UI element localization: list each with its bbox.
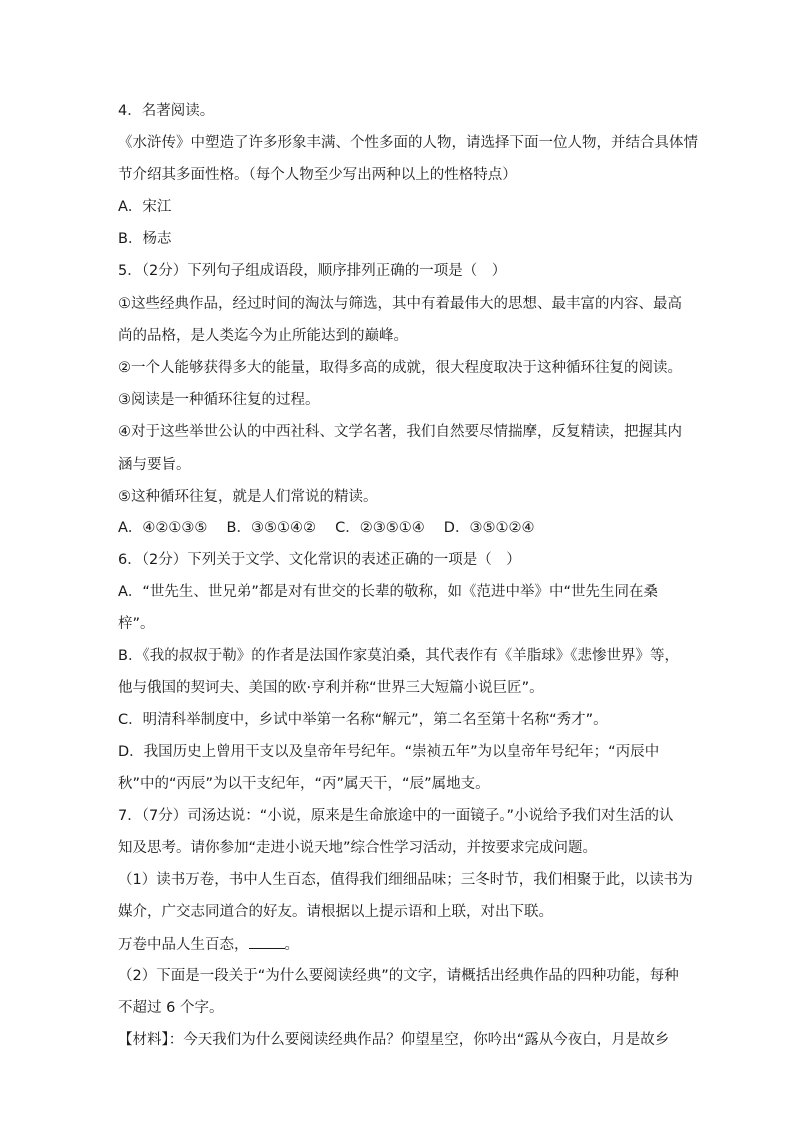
line-text: 4．名著阅读。 [118,103,215,119]
text-line [118,133,698,153]
text-line [118,678,688,698]
text-line [118,229,688,249]
line-text-after: 。 [284,937,299,953]
text-line [118,998,688,1018]
text-line [118,455,688,475]
line-text: 梓”。 [118,616,155,632]
line-text: ③阅读是一种循环往复的过程。 [118,392,320,408]
text-line [118,101,688,121]
line-text: 万卷中品人生百态， [118,937,249,953]
text-line [118,870,693,890]
line-text: 知及思考。请你参加“走进小说天地”综合性学习活动，并按要求完成问题。 [118,840,598,856]
text-line [118,646,688,666]
line-text: C．明清科举制度中，乡试中举第一名称“解元”，第二名至第十名称“秀才”。 [118,712,608,728]
text-line [118,390,688,410]
line-text: 媒介，广交志同道合的好友。请根据以上提示语和上联，对出下联。 [118,904,553,920]
line-text: 尚的品格，是人类迄今为止所能达到的巅峰。 [118,328,408,344]
line-text: 不超过 6 个字。 [118,1000,224,1016]
text-line [118,422,688,442]
text-line [118,261,688,281]
line-text: B．杨志 [118,231,172,247]
text-line [118,774,688,794]
line-text: 【材料】：今天我们为什么要阅读经典作品？仰望星空，你吟出“露从今夜白，月是故乡 [118,1032,670,1048]
text-line [118,838,688,858]
answer-blank[interactable] [249,934,285,949]
text-line [118,165,688,185]
text-line [118,326,688,346]
line-text: 涵与要旨。 [118,457,191,473]
line-text: （2）下面是一段关于“为什么要阅读经典”的文字，请概括出经典作品的四种功能，每种 [118,968,679,984]
text-line [118,582,688,602]
line-text: 秋”中的“丙辰”为以干支纪年，“丙”属天干，“辰”属地支。 [118,776,490,792]
line-text: ②一个人能够获得多大的能量，取得多高的成就，很大程度取决于这种循环往复的阅读。 [118,360,682,376]
line-text: 他与俄国的契诃夫、美国的欧·亨利并称“世界三大短篇小说巨匠”。 [118,680,544,696]
line-text: 5．（2分）下列句子组成语段，顺序排列正确的一项是（ ） [118,263,507,279]
line-text: 《水浒传》中塑造了许多形象丰满、个性多面的人物，请选择下面一位人物，并结合具体情 [118,135,698,151]
text-line [118,902,688,922]
line-text: D．我国历史上曾用干支以及皇帝年号纪年。“崇祯五年”为以皇帝年号纪年；“丙辰中 [118,744,660,760]
text-line [118,806,688,826]
line-text: 节介绍其多面性格。（每个人物至少写出两种以上的性格特点） [118,167,517,183]
text-line [118,294,688,314]
line-text: 6．（2分）下列关于文学、文化常识的表述正确的一项是（ ） [118,552,521,568]
text-line [118,934,688,955]
line-text: 7．（7分）司汤达说：“小说，原来是生命旅途中的一面镜子。”小说给予我们对生活的认 [118,808,674,824]
line-text: ⑤这种循环往复，就是人们常说的精读。 [118,489,378,505]
text-line [118,358,688,378]
line-text: ④对于这些举世公认的中西社科、文学名著，我们自然要尽情揣摩，反复精读，把握其内 [118,424,682,440]
line-text: A．④②①③⑤ B．③⑤①④② C．②③⑤①④ D．③⑤①②④ [118,520,535,536]
line-text: ①这些经典作品，经过时间的淘汰与筛选，其中有着最伟大的思想、最丰富的内容、最高 [118,296,682,312]
line-text: A．宋江 [118,199,172,215]
line-text: （1）读书万卷，书中人生百态，值得我们细细品味；三冬时节，我们相聚于此，以读书为 [118,872,693,888]
line-text: A．“世先生、世兄弟”都是对有世交的长辈的敬称，如《范进中举》中“世先生同在桑 [118,584,658,600]
text-line [118,614,688,634]
text-line [118,487,688,507]
text-line [118,710,688,730]
text-line [118,966,688,986]
text-line [118,1030,688,1050]
text-line [118,197,688,217]
text-line [118,742,688,762]
text-line [118,518,688,538]
line-text: B．《我的叔叔于勒》的作者是法国作家莫泊桑，其代表作有《羊脂球》《悲惨世界》等， [118,648,679,664]
text-line [118,550,688,570]
